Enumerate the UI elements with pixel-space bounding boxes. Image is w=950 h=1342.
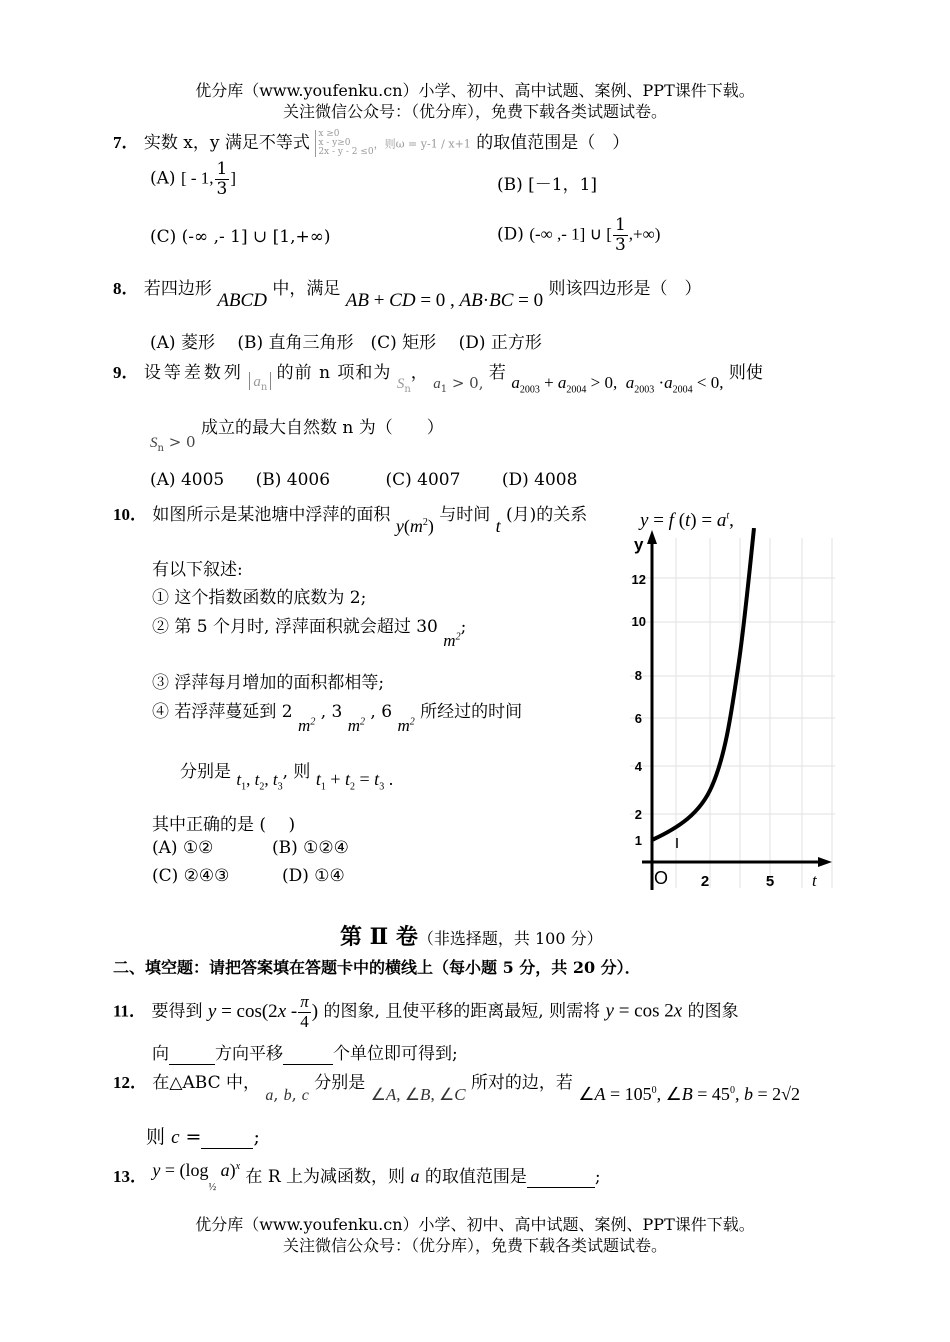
side-c: c (171, 1127, 180, 1148)
q10-statement-5 (180, 757, 394, 793)
q10-option-a: (A) ①② (152, 838, 214, 858)
q9-option-d: (D) 4008 (501, 470, 578, 490)
q9-option-c: (C) 4007 (385, 470, 461, 490)
quadrilateral-abcd: ABCD (217, 290, 267, 311)
question-8-stem-c: 则该四边形是（ ） (548, 279, 702, 299)
part-2-heading (340, 920, 603, 951)
graph-axes (642, 538, 825, 890)
q9-option-a: (A) 4005 (150, 470, 225, 490)
equation-t1-plus-t2: $t_1 + t_2 = t_3$ . (315, 769, 394, 793)
sum-sn: $S_n$ (396, 376, 411, 395)
y-tick-label: 2 (634, 807, 642, 822)
q10-option-b: (B) ①②④ (272, 838, 349, 858)
question-8-stem-a: 若四边形 (143, 279, 212, 299)
question-number: 12． (113, 1073, 147, 1092)
q10-statement-3: ③ 浮萍每月增加的面积都相等; (152, 673, 385, 693)
question-11-stem-c: 的图象 (687, 1001, 739, 1022)
x-tick-label: 5 (765, 873, 775, 890)
y-tick-label: 6 (634, 711, 642, 726)
q10-statement-1: ① 这个指数函数的底数为 2; (152, 588, 367, 608)
question-13 (113, 1160, 601, 1193)
exponential-curve (652, 528, 754, 840)
question-7 (113, 128, 629, 157)
header-line-1: 优分库（www.youfenku.cn）小学、初中、高中试题、案例、PPT课件下载。 (195, 81, 755, 100)
unit-m2: $m^2$ (443, 631, 461, 650)
answer-blank-direction[interactable] (169, 1044, 215, 1065)
target-expression: ，则ω = y-1 / x+1 (373, 137, 471, 151)
y-tick-label: 12 (631, 572, 646, 587)
exponential-graph (620, 528, 840, 898)
question-number: 13． (113, 1167, 147, 1186)
angles-abc: ∠A, ∠B, ∠C (370, 1085, 466, 1104)
part-2-note: （非选择题，共 100 分） (417, 929, 603, 948)
question-7-stem-a: 实数 x，y 满足不等式 (143, 133, 310, 153)
q12-line-2: 则 c = ; (146, 1126, 260, 1148)
question-10-stem-a: 如图所示是某池塘中浮萍的面积 (152, 505, 391, 525)
question-number: 10． (113, 505, 147, 524)
y-axis-arrow (647, 530, 657, 544)
q10-intro: 有以下叙述: (152, 560, 243, 580)
question-9-stem-a: 设等差数列 (143, 363, 244, 383)
q12-end: ; (253, 1126, 260, 1148)
variable-a: a (410, 1166, 420, 1186)
question-9-stem-c: 若 (488, 363, 506, 383)
statement-4-end: 所经过的时间 (420, 702, 523, 722)
y-tick-label: 10 (631, 614, 646, 629)
question-12 (113, 1068, 800, 1104)
section-2-heading: 二、填空题：请把答案填在答题卡中的横线上（每小题 5 分，共 20 分）． (113, 958, 641, 977)
q7-option-b: (B) [－1，1] (497, 175, 598, 195)
time-t: t (495, 516, 501, 536)
log-function: $y = (\log_{\frac{1}{2}}$ a)$^x$ (152, 1160, 241, 1193)
function-formula: y = f $(t) = a^t$, (640, 510, 734, 531)
q11-line-2 (152, 1039, 458, 1065)
q13-end: ; (594, 1167, 601, 1187)
question-number: 11． (113, 1001, 147, 1021)
x-axis-label: t (812, 871, 817, 890)
q12-then: 则 (146, 1126, 166, 1148)
x-axis-arrow (818, 857, 832, 867)
q7-option-c: (C) (-∞ ,- 1] ∪ [1,+∞) (150, 227, 331, 247)
q8-options: (A) 菱形 (B) 直角三角形 (C) 矩形 (D) 正方形 (150, 333, 542, 353)
footer-line-2: 关注微信公众号：（优分库），免费下载各类试题试卷。 (282, 1236, 667, 1255)
q10-statement-2: ② 第 5 个月时, 浮萍面积就会超过 30 $m^2$; (152, 617, 467, 650)
question-9-stem-b: 的前 n 项和为 (276, 363, 392, 383)
condition-sum-product: $a_{2003} + a_{2004} > 0$, $a_{2003} \cdot a_{2004} < 0$, (511, 373, 724, 396)
y-tick-label: 4 (634, 759, 642, 774)
target-function: y = cos(2x - $\frac{\pi}{4}$ ) (207, 992, 319, 1031)
x-tick-label: 2 (700, 873, 710, 890)
statement-5-text: 分别是 (180, 762, 231, 782)
q9-option-b: (B) 4006 (255, 470, 331, 490)
option-label: (A) (150, 168, 176, 189)
question-7-stem-b: 的取值范围是（ ） (476, 133, 630, 153)
area-y-m2: $y(m^2)$ (395, 516, 434, 536)
question-13-stem-a: 在 R 上为减函数，则 (245, 1167, 406, 1187)
answer-blank-range[interactable] (527, 1167, 595, 1188)
question-12-stem-b: 分别是 (314, 1073, 366, 1093)
footer-line-1: 优分库（www.youfenku.cn）小学、初中、高中试题、案例、PPT课件下载。 (195, 1215, 755, 1234)
fraction-one-third: $\frac{1}{3}$ (216, 159, 228, 199)
statement-4-text: ④ 若浮萍蔓延到 2 (152, 702, 293, 722)
condition-math: AB + CD = 0 , AB·BC = 0 (345, 290, 544, 311)
question-13-stem-b: 的取值范围是 (424, 1167, 527, 1187)
option-a-math: [ - 1, (180, 168, 214, 188)
answer-blank-units[interactable] (283, 1044, 333, 1065)
question-8-stem-b: 中，满足 (272, 279, 341, 299)
q10-option-c: (C) ②④③ (152, 866, 230, 886)
question-10-stem-b: 与时间 (439, 505, 491, 525)
y-tick-label: 1 (634, 833, 642, 848)
q7-option-d: (D) (-∞ ,- 1] ∪ [ $\frac{1}{3}$ ,+∞) (497, 215, 661, 255)
statement-5-then: , 则 (282, 762, 311, 782)
q9-options (150, 470, 577, 490)
condition-sn-positive: $S_n > 0$ (150, 433, 196, 454)
y-tick-label: 8 (634, 668, 642, 683)
origin-label: O (654, 868, 669, 888)
question-number: 9． (113, 363, 139, 382)
q10-ask: 其中正确的是 ( ) (152, 815, 296, 835)
inequality-system: x ≥0 x - y≥0 2x - y - 2 ≤0 (315, 130, 373, 157)
question-10 (113, 500, 588, 536)
question-9-stem-e: 成立的最大自然数 n 为（ ） (201, 418, 444, 438)
question-11-stem-b: 的图象, 且使平移的距离最短, 则需将 (323, 1001, 601, 1022)
question-9-stem-d: 则使 (728, 363, 763, 383)
question-10-stem-c: (月)的关系 (506, 505, 588, 525)
answer-blank-c[interactable] (201, 1126, 253, 1149)
q9-line-2 (150, 413, 444, 454)
question-12-stem-c: 所对的边，若 (470, 1073, 573, 1093)
option-label: (D) (497, 224, 524, 245)
part-2-title: 第 Ⅱ 卷 (340, 924, 418, 950)
question-12-stem-a: 在△ABC 中， (152, 1073, 260, 1093)
given-values: ∠A = $105^0$, ∠B = $45^0$, b = 2√2 (578, 1084, 800, 1104)
question-number: 8． (113, 279, 139, 298)
question-number: 7． (113, 133, 139, 152)
condition-a1: $a_1 > 0$, (433, 374, 484, 395)
sequence-an: $a_n$ (249, 372, 271, 390)
q10-statement-4: ④ 若浮萍蔓延到 2 $m^2$ , 3 $m^2$ , 6 $m^2$ 所经过的时间 (152, 702, 523, 735)
q11-shift-text: 方向平移 (215, 1044, 283, 1064)
source-function: y = cos 2x (605, 1000, 683, 1022)
header-line-2: 关注微信公众号：（优分库），免费下载各类试题试卷。 (282, 102, 667, 121)
q7-option-a: (A) [ - 1, $\frac{1}{3}$ ] (150, 159, 237, 199)
sides-abc: a, b, c (265, 1085, 309, 1104)
question-11-stem-a: 要得到 (151, 1001, 203, 1022)
statement-2-text: ② 第 5 个月时, 浮萍面积就会超过 30 (152, 617, 438, 637)
times-t1-t2-t3: $t_1$, $t_2$, $t_3$ (236, 770, 283, 793)
q11-end-text: 个单位即可得到; (333, 1044, 458, 1064)
y-axis-label: y (634, 535, 644, 554)
question-9: 9． 设等差数列 $a_n$ 的前 n 项和为 $S_n$， $a_1 > 0$, 若 $a_{2003} + a_{2004} > 0$, $a_{2003} \cdot a_{2004} < 0$, 则使 (113, 363, 763, 396)
q11-direction-prefix: 向 (152, 1044, 169, 1064)
q10-option-d: (D) ①④ (282, 866, 345, 886)
question-11 (113, 993, 739, 1031)
question-8 (113, 274, 702, 311)
fraction-one-third: $\frac{1}{3}$ (614, 215, 626, 255)
